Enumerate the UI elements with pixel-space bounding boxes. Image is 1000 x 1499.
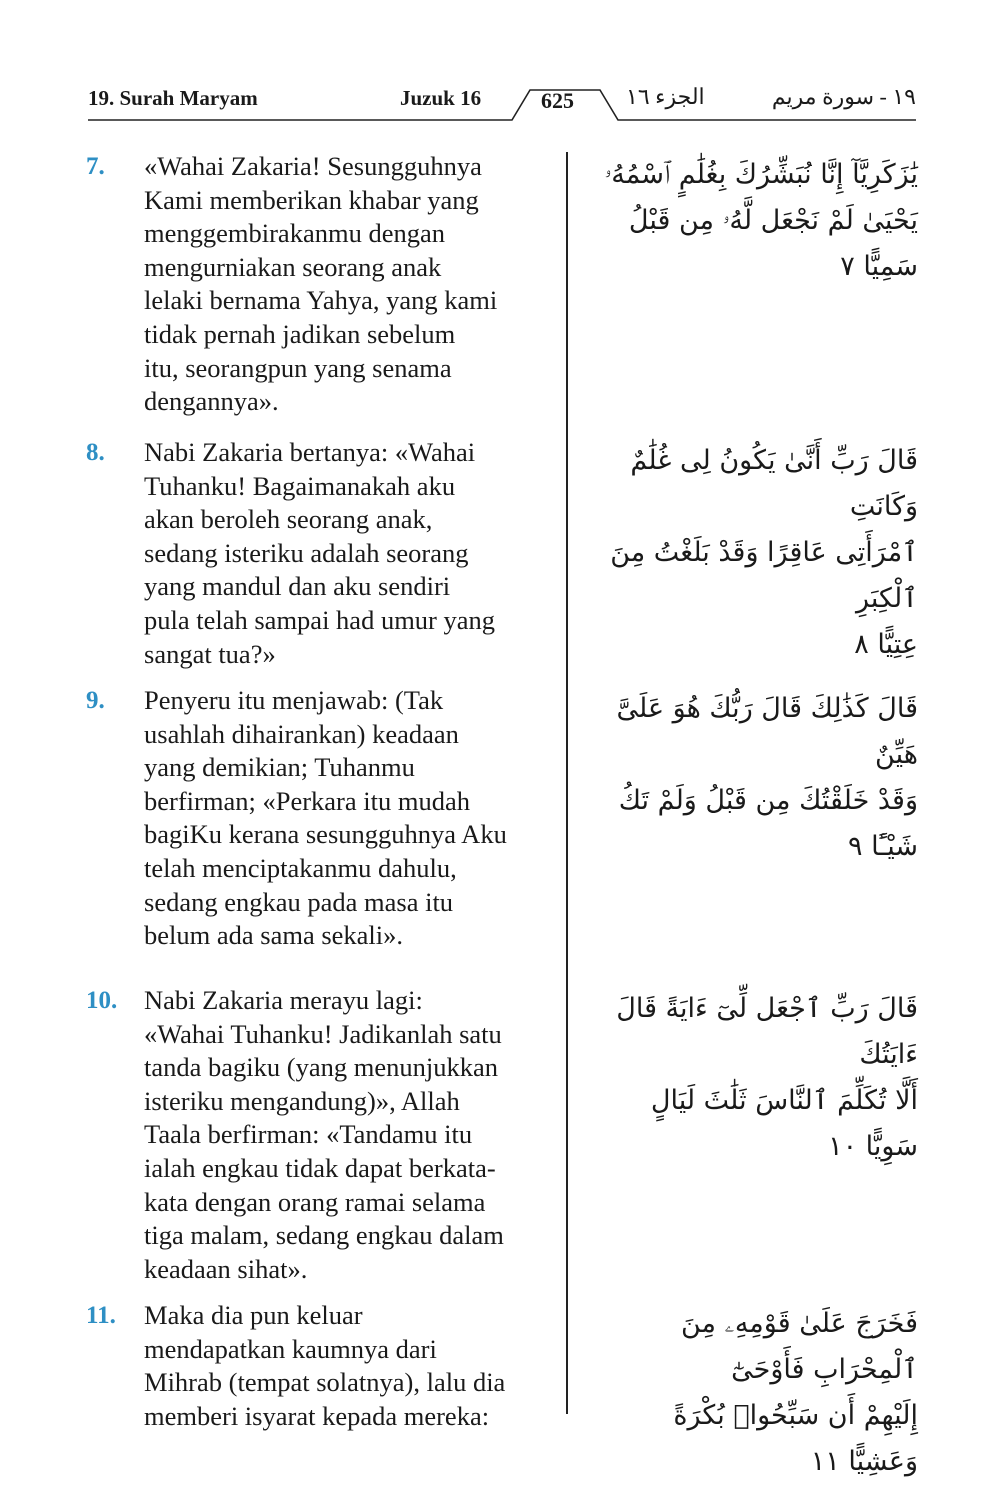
verse-10 xyxy=(86,984,920,1299)
verse-number: 8. xyxy=(86,439,105,466)
verse-arabic: قَالَ رَبِّ ٱجْعَل لِّىٓ ءَايَةً قَالَ ءَايَتُكَ أَلَّا تُكَلِّمَ ٱلنَّاسَ ثَلَٰثَ لَيَالٍ سَوِيًّا ١٠ xyxy=(616,993,918,1162)
verse-11 xyxy=(86,1299,920,1477)
surah-title-latin: 19. Surah Maryam xyxy=(88,86,258,110)
verse-number: 11. xyxy=(86,1302,116,1329)
verse-translation: Nabi Zakaria merayu lagi: «Wahai Tuhanku! Jadikanlah satu tanda bagiku (yang menunjukkan isteriku mengandung)», Allah Taala berfirman: «Tandamu itu ialah engkau tidak dapat berkata- kata dengan orang ramai selama tiga malam, sedang engkau dalam keadaan sihat». xyxy=(144,985,504,1284)
verse-number: 7. xyxy=(86,153,105,180)
page-number: 625 xyxy=(541,88,574,113)
page-header xyxy=(88,82,916,120)
verse-translation: Penyeru itu menjawab: (Tak usahlah dihairankan) keadaan yang demikian; Tuhanmu berfirman; «Perkara itu mudah bagiKu kerana sesungguhnya Aku telah menciptakanmu dahulu, sedang engkau pada masa itu belum ada sama sekali». xyxy=(144,685,507,951)
verse-translation: Maka dia pun keluar mendapatkan kaumnya dari Mihrab (tempat solatnya), lalu dia memberi isyarat kepada mereka: xyxy=(144,1300,506,1431)
juzuk-label-latin: Juzuk 16 xyxy=(400,86,482,110)
verse-arabic: فَخَرَجَ عَلَىٰ قَوْمِهِۦ مِنَ ٱلْمِحْرَابِ فَأَوْحَىٰٓ إِلَيْهِمْ أَن سَبِّحُوا۟ بُكْرَةً وَعَشِيًّا ١١ xyxy=(673,1308,918,1477)
verse-9 xyxy=(86,684,920,984)
verse-number: 9. xyxy=(86,687,105,714)
surah-title-arabic: ١٩ - سورة مريم xyxy=(771,84,916,109)
verse-list xyxy=(86,150,920,1477)
verse-translation: Nabi Zakaria bertanya: «Wahai Tuhanku! Bagaimanakah aku akan beroleh seorang anak, sedang isteriku adalah seorang yang mandul dan aku sendiri pula telah sampai had umur yang sangat tua?» xyxy=(144,437,496,669)
verse-translation: «Wahai Zakaria! Sesungguhnya Kami memberikan khabar yang menggembirakanmu dengan mengurniakan seorang anak lelaki bernama Yahya, yang kami tidak pernah jadikan sebelum itu, seorangpun yang senama dengannya». xyxy=(144,151,498,417)
verse-arabic: قَالَ كَذَٰلِكَ قَالَ رَبُّكَ هُوَ عَلَىَّ هَيِّنٌ وَقَدْ خَلَقْتُكَ مِن قَبْلُ وَلَمْ تَكُ شَيْـًٔا ٩ xyxy=(616,693,918,862)
verse-8 xyxy=(86,436,920,684)
verse-7 xyxy=(86,150,920,436)
juz-label-arabic: الجزء ١٦ xyxy=(626,84,705,109)
verse-number: 10. xyxy=(86,987,118,1014)
verse-arabic: يَٰزَكَرِيَّآ إِنَّا نُبَشِّرُكَ بِغُلَٰمٍ ٱسْمُهُۥ يَحْيَىٰ لَمْ نَجْعَل لَّهُۥ مِن قَبْلُ سَمِيًّا ٧ xyxy=(604,159,918,282)
verse-arabic: قَالَ رَبِّ أَنَّىٰ يَكُونُ لِى غُلَٰمٌ وَكَانَتِ ٱمْرَأَتِى عَاقِرًا وَقَدْ بَلَغْتُ مِنَ ٱلْكِبَرِ عِتِيًّا ٨ xyxy=(610,445,918,660)
